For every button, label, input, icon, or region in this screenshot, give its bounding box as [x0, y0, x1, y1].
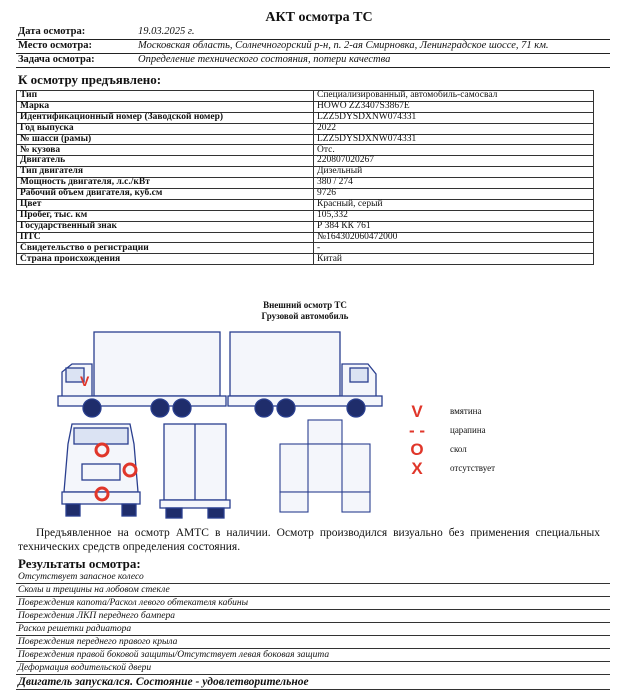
- legend-item-chip: [400, 442, 520, 460]
- spec-value: Китай: [314, 254, 594, 265]
- spec-value: Отс.: [314, 145, 594, 156]
- spec-value: 380 / 274: [314, 178, 594, 189]
- wheel: [83, 399, 101, 417]
- truck-front-view: [62, 424, 140, 516]
- spec-key: Марка: [17, 101, 314, 112]
- meta-label: Дата осмотра:: [18, 26, 86, 37]
- spec-row: [17, 254, 594, 265]
- wheel: [122, 504, 136, 516]
- spec-value: Специализированный, автомобиль-самосвал: [314, 91, 594, 102]
- spec-value: №164302060472000: [314, 232, 594, 243]
- spec-key: Государственный знак: [17, 221, 314, 232]
- meta-row-date: [16, 26, 610, 40]
- meta-row-place: [16, 40, 610, 54]
- wheel: [173, 399, 191, 417]
- legend-item-dent: [400, 404, 520, 422]
- spec-key: № кузова: [17, 145, 314, 156]
- result-conclusion: Двигатель запускался. Состояние - удовлетворительное: [16, 675, 610, 690]
- top-panel: [280, 492, 308, 512]
- truck-top-view: [280, 420, 370, 512]
- cab-window: [350, 368, 368, 382]
- wheel: [166, 508, 182, 518]
- spec-row: [17, 178, 594, 189]
- scratch-symbol-icon: - -: [408, 421, 426, 440]
- spec-row: [17, 134, 594, 145]
- result-item: Повреждения правой боковой защиты/Отсутствует левая боковая защита: [16, 649, 610, 662]
- front-bumper: [62, 492, 140, 504]
- meta-label: Место осмотра:: [18, 40, 93, 51]
- results-heading: Результаты осмотра:: [18, 556, 141, 571]
- specs-heading: К осмотру предъявлено:: [18, 72, 162, 87]
- legend-label: царапина: [450, 425, 486, 435]
- spec-key: Двигатель: [17, 156, 314, 167]
- spec-key: Мощность двигателя, л.с./кВт: [17, 178, 314, 189]
- spec-value: LZZ5DYSDXNW074331: [314, 112, 594, 123]
- cargo-body: [230, 332, 340, 396]
- windshield: [74, 428, 128, 444]
- spec-value: 2022: [314, 123, 594, 134]
- figure-title: Внешний осмотр ТС: [263, 300, 347, 310]
- rear-bumper: [160, 500, 230, 508]
- wheel: [277, 399, 295, 417]
- spec-value: Р 384 КК 761: [314, 221, 594, 232]
- wheel: [151, 399, 169, 417]
- result-item: Сколы и трещины на лобовом стекле: [16, 584, 610, 597]
- spec-value: 220807020267: [314, 156, 594, 167]
- meta-label: Задача осмотра:: [18, 54, 95, 65]
- spec-row: [17, 112, 594, 123]
- spec-row: [17, 189, 594, 200]
- top-panel: [280, 444, 370, 492]
- spec-value: -: [314, 243, 594, 254]
- spec-row: [17, 156, 594, 167]
- dent-marker: V: [80, 373, 90, 389]
- legend-label: скол: [450, 444, 467, 454]
- result-item: Раскол решетки радиатора: [16, 623, 610, 636]
- spec-row: [17, 145, 594, 156]
- spec-value: Красный, серый: [314, 199, 594, 210]
- figure-subtitle: Грузовой автомобиль: [261, 311, 349, 321]
- legend-item-missing: [400, 461, 520, 479]
- wheel: [347, 399, 365, 417]
- spec-value: Дизельный: [314, 167, 594, 178]
- legend-label: отсутствует: [450, 463, 496, 473]
- meta-row-task: [16, 54, 610, 68]
- wheel: [208, 508, 224, 518]
- spec-key: Тип двигателя: [17, 167, 314, 178]
- damage-legend: [400, 404, 520, 484]
- spec-key: Цвет: [17, 199, 314, 210]
- spec-value: 105,332: [314, 210, 594, 221]
- spec-row: [17, 221, 594, 232]
- spec-row: [17, 199, 594, 210]
- legend-label: вмятина: [450, 406, 482, 416]
- spec-key: Год выпуска: [17, 123, 314, 134]
- truck-damage-diagram: [50, 324, 400, 522]
- meta-block: [16, 26, 610, 68]
- results-list: [16, 571, 610, 690]
- spec-key: Идентификационный номер (Заводской номер): [17, 112, 314, 123]
- spec-row: [17, 123, 594, 134]
- spec-key: Свидетельство о регистрации: [17, 243, 314, 254]
- spec-row: [17, 91, 594, 102]
- spec-value: 9726: [314, 189, 594, 200]
- spec-value: HOWO ZZ3407S3867E: [314, 101, 594, 112]
- spec-row: [17, 210, 594, 221]
- truck-rear-view: [160, 424, 230, 518]
- result-item: Повреждения капота/Раскол левого обтекателя кабины: [16, 597, 610, 610]
- spec-key: Пробег, тыс. км: [17, 210, 314, 221]
- spec-key: Рабочий объем двигателя, куб.см: [17, 189, 314, 200]
- spec-key: Страна происхождения: [17, 254, 314, 265]
- result-item: Отсутствует запасное колесо: [16, 571, 610, 584]
- spec-key: Тип: [17, 91, 314, 102]
- radiator-grille: [82, 464, 120, 480]
- spec-key: № шасси (рамы): [17, 134, 314, 145]
- document-title: АКТ осмотра ТС: [265, 10, 373, 25]
- top-panel: [342, 492, 370, 512]
- result-item: Повреждения ЛКП переднего бампера: [16, 610, 610, 623]
- wheel: [66, 504, 80, 516]
- legend-item-scratch: [400, 423, 520, 441]
- spec-row: [17, 167, 594, 178]
- truck-side-view-right: [228, 332, 382, 417]
- meta-value: 19.03.2025 г.: [138, 26, 195, 37]
- result-item: Повреждения переднего правого крыла: [16, 636, 610, 649]
- meta-value: Московская область, Солнечногорский р-н, п. 2-ая Смирновка, Ленинградское шоссе, 71 км.: [138, 40, 549, 51]
- meta-value: Определение технического состояния, потери качества: [138, 54, 391, 65]
- spec-key: ПТС: [17, 232, 314, 243]
- top-panel: [308, 420, 342, 444]
- spec-value: LZZ5DYSDXNW074331: [314, 134, 594, 145]
- wheel: [255, 399, 273, 417]
- vehicle-specs-table: [16, 90, 594, 265]
- spec-row: [17, 232, 594, 243]
- result-item: Деформация водительской двери: [16, 662, 610, 675]
- inspection-note: Предъявленное на осмотр АМТС в наличии. Осмотр производился визуально без применения специальных технических средств определения состояния.: [18, 527, 600, 553]
- chip-symbol-icon: O: [410, 440, 424, 459]
- dent-symbol-icon: V: [411, 402, 423, 421]
- spec-row: [17, 243, 594, 254]
- missing-symbol-icon: X: [411, 459, 423, 478]
- spec-row: [17, 101, 594, 112]
- cargo-body: [94, 332, 220, 396]
